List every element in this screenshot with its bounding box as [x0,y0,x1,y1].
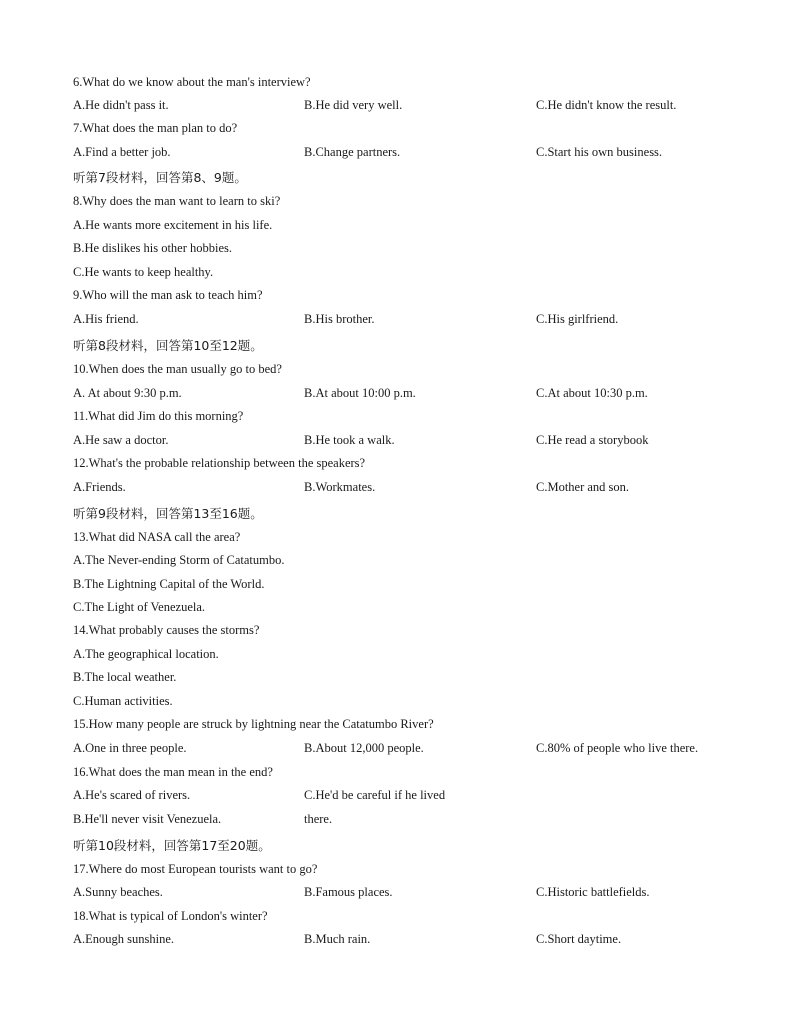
option-c: C.His girlfriend. [536,312,619,326]
option-a: A.His friend. [73,312,139,326]
option-b: B.About 12,000 people. [304,741,424,755]
option-a: A. At about 9:30 p.m. [73,386,182,400]
question-line: 12.What's the probable relationship between the speakers? [73,456,366,470]
question-line: A.The geographical location. [73,647,219,661]
question-line: 16.What does the man mean in the end? [73,765,273,779]
option-a: A.One in three people. [73,741,187,755]
option-b: B.His brother. [304,312,375,326]
question-line: 18.What is typical of London's winter? [73,909,268,923]
option-a: A.Sunny beaches. [73,885,163,899]
option-b: B.He took a walk. [304,433,395,447]
question-line: B.He dislikes his other hobbies. [73,241,233,255]
question-line: C.He wants to keep healthy. [73,265,214,279]
option-a: A.He saw a doctor. [73,433,169,447]
option-a: A.Friends. [73,480,126,494]
question-line: 9.Who will the man ask to teach him? [73,288,263,302]
question-line: A.The Never-ending Storm of Catatumbo. [73,553,285,567]
question-line: C.The Light of Venezuela. [73,600,206,614]
option-b: B.Change partners. [304,145,401,159]
option-b: B.Workmates. [304,480,376,494]
option-c: C.Mother and son. [536,480,630,494]
option-a: B.He'll never visit Venezuela. [73,812,222,826]
option-c: C.At about 10:30 p.m. [536,386,648,400]
option-a: A.Enough sunshine. [73,932,175,946]
question-line: 15.How many people are struck by lightning near the Catatumbo River? [73,717,434,731]
question-line: C.Human activities. [73,694,173,708]
question-line: 11.What did Jim do this morning? [73,409,244,423]
question-line: 13.What did NASA call the area? [73,530,241,544]
option-a: A.He didn't pass it. [73,98,169,112]
section-heading: 听第9段材料，回答第13至16题。 [73,506,263,521]
option-b: B.He did very well. [304,98,403,112]
question-line: B.The local weather. [73,670,177,684]
option-b: B.At about 10:00 p.m. [304,386,416,400]
option-a: A.Find a better job. [73,145,171,159]
section-heading: 听第10段材料，回答第17至20题。 [73,838,271,853]
question-line: 7.What does the man plan to do? [73,121,238,135]
question-line: 6.What do we know about the man's interview? [73,75,311,89]
option-a: A.He's scared of rivers. [73,788,191,802]
option-c: C.80% of people who live there. [536,741,699,755]
question-line: B.The Lightning Capital of the World. [73,577,265,591]
option-b: there. [304,812,333,826]
question-line: 14.What probably causes the storms? [73,623,260,637]
question-line: 17.Where do most European tourists want to go? [73,862,318,876]
question-line: 8.Why does the man want to learn to ski? [73,194,281,208]
option-b: B.Famous places. [304,885,393,899]
question-line: A.He wants more excitement in his life. [73,218,273,232]
option-c: C.He didn't know the result. [536,98,677,112]
option-b: B.Much rain. [304,932,371,946]
option-c: C.Historic battlefields. [536,885,650,899]
option-c: C.Start his own business. [536,145,663,159]
option-c: C.He read a storybook [536,433,649,447]
section-heading: 听第8段材料，回答第10至12题。 [73,338,263,353]
option-b: C.He'd be careful if he lived [304,788,446,802]
question-line: 10.When does the man usually go to bed? [73,362,282,376]
section-heading: 听第7段材料，回答第8、9题。 [73,170,247,185]
option-c: C.Short daytime. [536,932,622,946]
